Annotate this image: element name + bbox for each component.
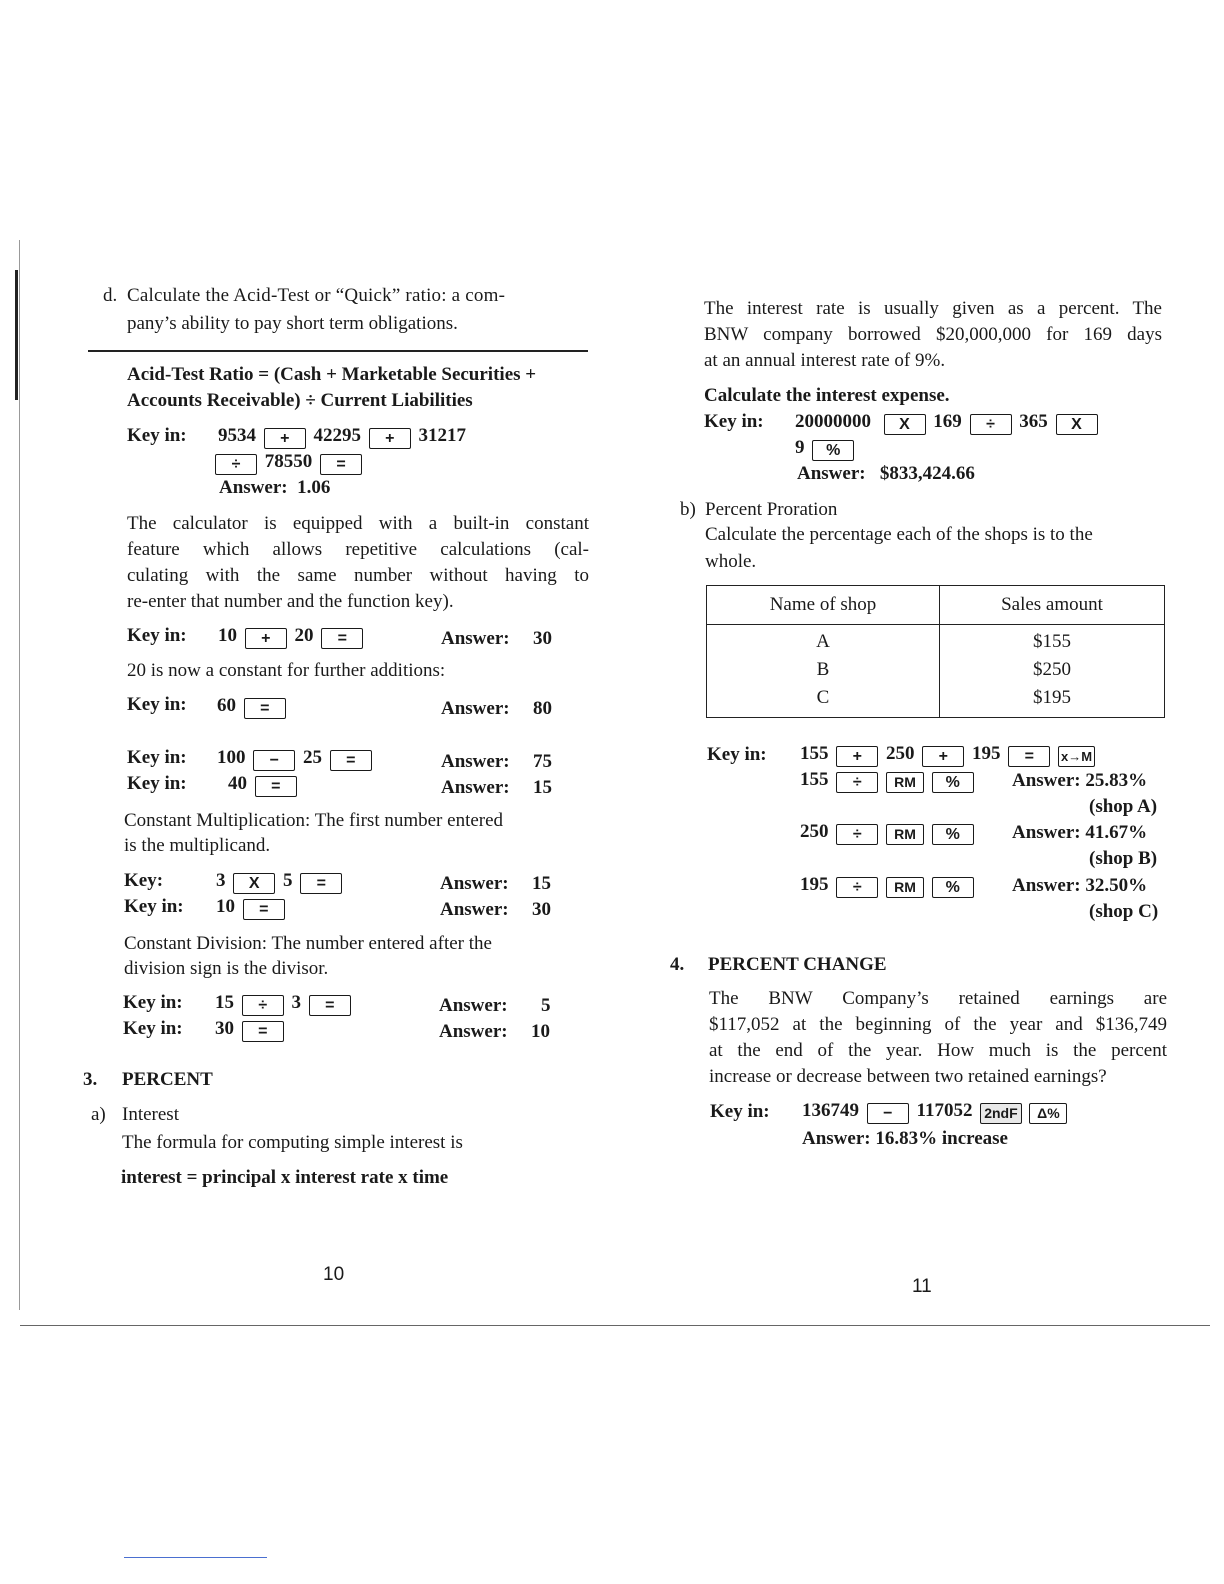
table-header: Sales amount <box>940 586 1165 625</box>
keystroke-line <box>216 870 345 894</box>
key-in-label: Key in: <box>124 896 184 917</box>
number: 60 <box>217 695 236 716</box>
answer-label: Answer: <box>802 1128 871 1149</box>
delta-percent-key[interactable]: Δ% <box>1029 1103 1067 1124</box>
equals-key[interactable]: = <box>255 776 297 797</box>
number: 31217 <box>418 425 466 446</box>
number: 100 <box>217 747 246 768</box>
key-in-label: Key in: <box>123 992 183 1013</box>
plus-key[interactable]: + <box>369 428 411 449</box>
equals-key[interactable]: = <box>330 750 372 771</box>
answer-value: 16.83% increase <box>875 1128 1008 1149</box>
key-in-label: Key in: <box>707 744 767 765</box>
divide-key[interactable]: ÷ <box>836 824 878 845</box>
keystroke-line <box>217 695 289 719</box>
number: 20000000 <box>795 411 871 432</box>
multiply-key[interactable]: X <box>884 414 926 435</box>
number: 40 <box>228 773 247 794</box>
table-header-row <box>707 586 1165 625</box>
keystroke-line <box>218 625 366 649</box>
key-in-label: Key in: <box>127 694 187 715</box>
plus-key[interactable]: + <box>245 628 287 649</box>
paragraph-line: The BNW Company’s retained earnings are <box>709 988 1167 1009</box>
paragraph-line: $117,052 at the beginning of the year and $136,749 <box>709 1014 1167 1035</box>
divide-key[interactable]: ÷ <box>836 877 878 898</box>
keystroke-line <box>215 992 354 1016</box>
number: 155 <box>800 769 829 790</box>
shop-label: (shop A) <box>1089 796 1158 817</box>
multiply-key[interactable]: X <box>233 873 275 894</box>
answer-value: 30 <box>533 628 552 649</box>
calc-heading: Calculate the interest expense. <box>704 385 950 406</box>
keystroke-line <box>217 747 375 771</box>
answer-value: 1.06 <box>297 477 331 498</box>
answer-value: 41.67% <box>1085 822 1148 843</box>
answer-label: Answer: <box>219 477 288 498</box>
divide-key[interactable]: ÷ <box>970 414 1012 435</box>
key-in-label: Key in: <box>127 773 187 794</box>
table-header: Name of shop <box>707 586 940 625</box>
table-row <box>707 625 1165 657</box>
percent-key[interactable]: % <box>932 877 974 898</box>
subsection-b-title: Percent Proration <box>705 499 838 520</box>
equals-key[interactable]: = <box>300 873 342 894</box>
number: 195 <box>800 874 829 895</box>
equals-key[interactable]: = <box>242 1021 284 1042</box>
answer-value: $833,424.66 <box>879 463 975 484</box>
keystroke-line <box>800 874 977 898</box>
equals-key[interactable]: = <box>309 995 351 1016</box>
number: 15 <box>215 992 234 1013</box>
section-4-number: 4. <box>670 954 685 975</box>
number: 250 <box>800 821 829 842</box>
equals-key[interactable]: = <box>320 454 362 475</box>
keystroke-line <box>228 773 300 797</box>
keystroke-line <box>802 1100 1070 1124</box>
plus-key[interactable]: + <box>836 746 878 767</box>
shop-label: (shop B) <box>1089 848 1158 869</box>
proration-text-line2: whole. <box>705 551 757 572</box>
divide-key[interactable]: ÷ <box>215 454 257 475</box>
answer-line <box>797 463 975 486</box>
table-row <box>707 656 1165 684</box>
subsection-a-title: Interest <box>122 1104 179 1125</box>
constant-note: 20 is now a constant for further additions: <box>127 660 446 681</box>
memory-store-key[interactable]: x→M <box>1058 746 1095 767</box>
paragraph-line: at the end of the year. How much is the percent <box>709 1040 1167 1061</box>
minus-key[interactable]: − <box>867 1103 909 1124</box>
answer-label: Answer: <box>441 777 510 798</box>
number: 365 <box>1019 411 1048 432</box>
number: 117052 <box>916 1100 973 1121</box>
answer-value: 15 <box>532 873 551 894</box>
subsection-b-label: b) <box>680 499 696 520</box>
table-cell: C <box>816 687 830 708</box>
paragraph-line: BNW company borrowed $20,000,000 for 169 days <box>704 324 1162 345</box>
table-cell: $155 <box>940 625 1165 657</box>
page-bottom-rule <box>20 1325 1210 1326</box>
answer-value: 30 <box>532 899 551 920</box>
shops-table <box>706 585 1165 718</box>
number: 10 <box>216 896 235 917</box>
page-number: 10 <box>323 1264 345 1285</box>
item-d-text-line2: pany’s ability to pay short term obligations. <box>127 313 458 334</box>
item-d-label: d. <box>103 285 118 306</box>
keystroke-line <box>795 437 857 461</box>
percent-key[interactable]: % <box>932 772 974 793</box>
table-row <box>707 684 1165 718</box>
paragraph-line: culating with the same number without having to <box>127 565 589 586</box>
formula-line1: Acid-Test Ratio = (Cash + Marketable Securities + <box>127 364 537 385</box>
key-label: Key: <box>124 870 164 891</box>
recall-memory-key[interactable]: RM <box>886 824 924 845</box>
section-divider <box>88 350 588 352</box>
plus-key[interactable]: + <box>264 428 306 449</box>
number: 9534 <box>218 425 256 446</box>
number: 30 <box>215 1018 234 1039</box>
number: 9 <box>795 437 805 458</box>
shop-label: (shop C) <box>1089 901 1159 922</box>
change-paragraph <box>709 986 1167 1090</box>
answer-label: Answer: <box>441 698 510 719</box>
number: 25 <box>303 747 322 768</box>
percent-key[interactable]: % <box>812 440 854 461</box>
key-in-label: Key in: <box>127 747 187 768</box>
percent-key[interactable]: % <box>932 824 974 845</box>
equals-key[interactable]: = <box>243 899 285 920</box>
margin-line <box>19 240 20 1310</box>
number: 78550 <box>264 451 313 472</box>
multiplication-line2: is the multiplicand. <box>124 835 271 856</box>
equals-key[interactable]: = <box>1008 746 1050 767</box>
answer-label: Answer: <box>441 628 510 649</box>
key-in-label: Key in: <box>127 625 187 646</box>
recall-memory-key[interactable]: RM <box>886 772 924 793</box>
answer-label: Answer: <box>440 873 509 894</box>
answer-label: Answer: <box>439 1021 508 1042</box>
multiply-key[interactable]: X <box>1056 414 1098 435</box>
answer-label: Answer: <box>441 751 510 772</box>
divide-key[interactable]: ÷ <box>242 995 284 1016</box>
key-in-label: Key in: <box>123 1018 183 1039</box>
keystroke-line <box>216 896 288 920</box>
key-in-label: Key in: <box>710 1101 770 1122</box>
minus-key[interactable]: − <box>253 750 295 771</box>
item-d-text-line1: Calculate the Acid-Test or “Quick” ratio: a com- <box>127 285 506 306</box>
number: 250 <box>886 743 915 764</box>
interest-intro <box>704 296 1162 374</box>
keystroke-line <box>800 743 1098 767</box>
paragraph-line: at an annual interest rate of 9%. <box>704 350 946 371</box>
table-cell: B <box>816 659 830 680</box>
number: 169 <box>933 411 962 432</box>
table-cell: $195 <box>940 684 1165 718</box>
proration-text-line1: Calculate the percentage each of the shops is to the <box>705 524 1093 545</box>
interest-formula: interest = principal x interest rate x time <box>121 1167 449 1188</box>
keystroke-line <box>795 411 1101 435</box>
answer-line <box>1012 770 1147 793</box>
section-3-number: 3. <box>83 1069 98 1090</box>
answer-label: Answer: <box>1012 875 1081 896</box>
equals-key[interactable]: = <box>321 628 363 649</box>
equals-key[interactable]: = <box>244 698 286 719</box>
answer-line <box>1012 822 1147 845</box>
second-function-key[interactable]: 2ndF <box>980 1103 1021 1124</box>
answer-label: Answer: <box>1012 770 1081 791</box>
table-cell: A <box>816 631 830 652</box>
keystroke-line <box>215 1018 287 1042</box>
recall-memory-key[interactable]: RM <box>886 877 924 898</box>
answer-label: Answer: <box>797 463 866 484</box>
keystroke-line <box>800 821 977 845</box>
constant-paragraph <box>127 511 589 615</box>
page-number: 11 <box>912 1276 932 1297</box>
subsection-a-label: a) <box>91 1104 106 1125</box>
division-line1: Constant Division: The number entered after the <box>124 933 492 954</box>
answer-value: 15 <box>533 777 552 798</box>
number: 195 <box>972 743 1001 764</box>
key-in-label: Key in: <box>704 411 764 432</box>
section-4-title: PERCENT CHANGE <box>708 954 887 975</box>
number: 3 <box>291 992 301 1013</box>
paragraph-line: The calculator is equipped with a built-in constant <box>127 513 589 534</box>
number: 5 <box>283 870 293 891</box>
number: 42295 <box>313 425 361 446</box>
table-cell: $250 <box>940 656 1165 684</box>
answer-label: Answer: <box>440 899 509 920</box>
answer-value: 75 <box>533 751 552 772</box>
keystroke-line <box>212 451 365 475</box>
margin-bar <box>15 270 18 400</box>
multiplication-line1: Constant Multiplication: The first number entered <box>124 810 504 831</box>
number: 20 <box>294 625 314 646</box>
section-3-title: PERCENT <box>122 1069 213 1090</box>
formula-line2: Accounts Receivable) ÷ Current Liabilities <box>127 390 473 411</box>
number: 3 <box>216 870 226 891</box>
answer-line <box>802 1128 1008 1151</box>
answer-value: 5 <box>541 995 551 1016</box>
number: 10 <box>218 625 237 646</box>
answer-label: Answer: <box>439 995 508 1016</box>
answer-value: 80 <box>533 698 552 719</box>
answer-line <box>219 477 330 500</box>
plus-key[interactable]: + <box>922 746 964 767</box>
number: 136749 <box>802 1100 859 1121</box>
paragraph-line: re-enter that number and the function key). <box>127 591 454 612</box>
answer-value: 32.50% <box>1085 875 1148 896</box>
scan-mark <box>124 1557 267 1558</box>
key-in-label: Key in: <box>127 425 187 446</box>
divide-key[interactable]: ÷ <box>836 772 878 793</box>
division-line2: division sign is the divisor. <box>124 958 329 979</box>
interest-formula-intro: The formula for computing simple interest is <box>122 1132 463 1153</box>
answer-line <box>1012 875 1147 898</box>
paragraph-line: The interest rate is usually given as a percent. The <box>704 298 1162 319</box>
keystroke-line <box>800 769 977 793</box>
paragraph-line: feature which allows repetitive calculations (cal- <box>127 539 589 560</box>
answer-value: 10 <box>531 1021 550 1042</box>
number: 155 <box>800 743 829 764</box>
answer-value: 25.83% <box>1085 770 1148 791</box>
paragraph-line: increase or decrease between two retained earnings? <box>709 1066 1107 1087</box>
keystroke-line <box>218 425 466 449</box>
answer-label: Answer: <box>1012 822 1081 843</box>
